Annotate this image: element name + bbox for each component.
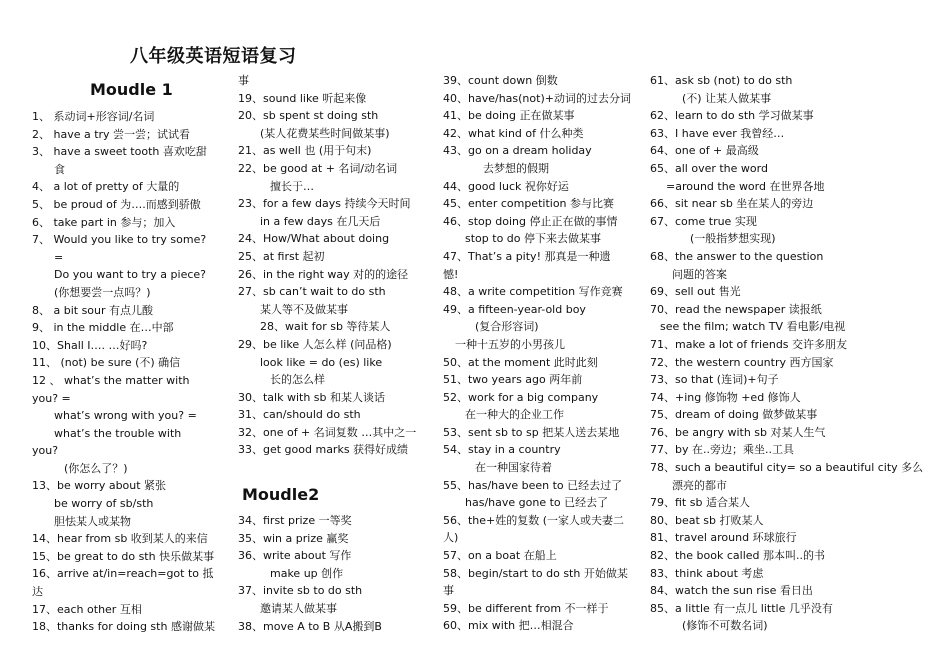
list-item: be worry of sb/sth bbox=[54, 497, 154, 511]
list-item: 4、 a lot of pretty of 大量的 bbox=[32, 180, 180, 194]
list-item: 9、 in the middle 在…中部 bbox=[32, 321, 174, 335]
column-3 bbox=[443, 72, 633, 635]
list-item: you? = bbox=[32, 391, 71, 405]
list-item: 30、talk with sb 和某人谈话 bbox=[238, 390, 386, 404]
list-item: 擅长于… bbox=[270, 179, 314, 193]
list-item: 14、hear from sb 收到某人的来信 bbox=[32, 532, 208, 546]
list-item: has/have gone to 已经去了 bbox=[465, 496, 609, 510]
column-1 bbox=[32, 108, 216, 636]
list-item: 63、I have ever 我曾经… bbox=[650, 126, 785, 140]
list-item: 18、thanks for doing sth 感谢做某 bbox=[32, 620, 215, 634]
list-item: 53、sent sb to sp 把某人送去某地 bbox=[443, 425, 620, 439]
list-item: 23、for a few days 持续今天时间 bbox=[238, 197, 411, 211]
list-item: 1、 系动词+形容词/名词 bbox=[32, 110, 155, 123]
list-item: 某人等不及做某事 bbox=[260, 302, 348, 316]
list-item: 22、be good at + 名词/动名词 bbox=[238, 161, 398, 175]
list-item: 62、learn to do sth 学习做某事 bbox=[650, 109, 814, 123]
list-item: 58、begin/start to do sth 开始做某 bbox=[443, 566, 628, 580]
list-item: 50、at the moment 此时此刻 bbox=[443, 355, 598, 369]
list-item: (某人花费某些时间做某事) bbox=[260, 126, 390, 140]
list-item: 憾! bbox=[443, 267, 459, 281]
list-item: 12 、 what’s the matter with bbox=[32, 373, 190, 387]
list-item: 7、 Would you like to try some? bbox=[32, 233, 207, 247]
list-item: (一般指梦想实现) bbox=[690, 232, 776, 246]
list-item: look like = do (es) like bbox=[260, 355, 383, 369]
list-item: 31、can/should do sth bbox=[238, 408, 361, 422]
list-item: 74、+ing 修饰物 +ed 修饰人 bbox=[650, 390, 801, 404]
list-item: 34、first prize 一等奖 bbox=[238, 514, 352, 527]
list-item: 长的怎么样 bbox=[270, 373, 325, 387]
list-item: 17、each other 互相 bbox=[32, 602, 142, 616]
list-item: 45、enter competition 参与比赛 bbox=[443, 197, 615, 211]
list-item: 64、one of + 最高级 bbox=[650, 144, 759, 158]
list-item: 61、ask sb (not) to do sth bbox=[650, 74, 793, 87]
page-title: 八年级英语短语复习 bbox=[130, 46, 297, 67]
list-item: 事 bbox=[443, 584, 454, 598]
list-item: what’s wrong with you? = bbox=[54, 409, 197, 423]
list-item: 5、 be proud of 为….而感到骄傲 bbox=[32, 197, 201, 211]
list-item: 71、make a lot of friends 交许多朋友 bbox=[650, 337, 848, 351]
list-item: 20、sb spent st doing sth bbox=[238, 109, 379, 123]
list-item: 40、have/has(not)+动词的过去分词 bbox=[443, 91, 631, 105]
list-item: 56、the+姓的复数 (一家人或夫妻二 bbox=[443, 513, 625, 527]
list-item: 32、one of + 名词复数 …其中之一 bbox=[238, 425, 417, 439]
list-item: 55、has/have been to 已经去过了 bbox=[443, 478, 623, 492]
list-item: 去梦想的假期 bbox=[483, 161, 549, 175]
list-item: 82、the book called 那本叫..的书 bbox=[650, 549, 825, 563]
list-item: = bbox=[54, 250, 64, 264]
list-item: 38、move A to B 从A搬到B bbox=[238, 619, 382, 633]
list-item: 在一种国家待着 bbox=[475, 461, 552, 475]
list-item: 24、How/What about doing bbox=[238, 232, 390, 246]
list-item: 胆怯某人或某物 bbox=[54, 514, 131, 528]
list-item: 13、be worry about 紧张 bbox=[32, 479, 167, 493]
list-item: Do you want to try a piece? bbox=[54, 268, 207, 282]
list-item: (修饰不可数名词) bbox=[682, 619, 768, 633]
list-item: 21、as well 也 (用于句末) bbox=[238, 144, 372, 158]
list-item: 邀请某人做某事 bbox=[260, 601, 337, 615]
list-item: 36、write about 写作 bbox=[238, 549, 352, 563]
list-item: stop to do 停下来去做某事 bbox=[465, 232, 602, 246]
list-item: 29、be like 人怎么样 (问品格) bbox=[238, 337, 392, 351]
list-item: 人) bbox=[443, 531, 459, 545]
list-item: 70、read the newspaper 读报纸 bbox=[650, 302, 822, 316]
list-item: see the film; watch TV 看电影/电视 bbox=[660, 320, 846, 334]
list-item: 72、the western country 西方国家 bbox=[650, 355, 834, 369]
list-item: 65、all over the word bbox=[650, 161, 768, 175]
list-item: 19、sound like 听起来像 bbox=[238, 91, 367, 105]
column-2-lower bbox=[238, 512, 430, 635]
list-item: 43、go on a dream holiday bbox=[443, 144, 592, 158]
list-item: 事 bbox=[238, 74, 249, 87]
list-item: 37、invite sb to do sth bbox=[238, 584, 363, 598]
list-item: 11、 (not) be sure (不) 确信 bbox=[32, 356, 181, 370]
list-item: 35、win a prize 赢奖 bbox=[238, 531, 349, 545]
list-item: 2、 have a try 尝一尝；试试看 bbox=[32, 127, 191, 141]
list-item: 3、 have a sweet tooth 喜欢吃甜 bbox=[32, 145, 207, 159]
list-item: 16、arrive at/in=reach=got to 抵 bbox=[32, 567, 214, 581]
list-item: 47、That’s a pity! 那真是一种遗 bbox=[443, 249, 611, 263]
list-item: 51、two years ago 两年前 bbox=[443, 373, 583, 387]
list-item: 83、think about 考虑 bbox=[650, 566, 764, 580]
list-item: 27、sb can’t wait to do sth bbox=[238, 285, 386, 299]
section-heading-module-2: Moudle2 bbox=[242, 485, 320, 504]
list-item: make up 创作 bbox=[270, 566, 344, 580]
list-item: 26、in the right way 对的的途径 bbox=[238, 267, 409, 281]
list-item: 49、a fifteen-year-old boy bbox=[443, 302, 586, 316]
list-item: in a few days 在几天后 bbox=[260, 214, 381, 228]
list-item: what’s the trouble with bbox=[54, 426, 182, 440]
list-item: 77、by 在..旁边；乘坐..工具 bbox=[650, 443, 794, 457]
list-item: (你想要尝一点吗？) bbox=[54, 285, 151, 299]
list-item: 84、watch the sun rise 看日出 bbox=[650, 584, 813, 598]
list-item: 75、dream of doing 做梦做某事 bbox=[650, 408, 818, 422]
list-item: you? bbox=[32, 444, 59, 458]
list-item: 60、mix with 把…相混合 bbox=[443, 619, 574, 633]
list-item: 85、a little 有一点儿 little 几乎没有 bbox=[650, 601, 833, 615]
list-item: 48、a write competition 写作竞赛 bbox=[443, 285, 623, 299]
list-item: 10、Shall I…. …好吗? bbox=[32, 338, 148, 352]
list-item: 57、on a boat 在船上 bbox=[443, 549, 557, 563]
list-item: 69、sell out 售光 bbox=[650, 285, 741, 299]
list-item: 8、 a bit sour 有点儿酸 bbox=[32, 303, 154, 317]
list-item: 41、be doing 正在做某事 bbox=[443, 109, 575, 123]
list-item: 67、come true 实现 bbox=[650, 214, 757, 228]
list-item: 食 bbox=[54, 162, 65, 176]
list-item: =around the word 在世界各地 bbox=[666, 179, 825, 193]
list-item: 25、at first 起初 bbox=[238, 249, 325, 263]
list-item: 54、stay in a country bbox=[443, 443, 561, 457]
list-item: 76、be angry with sb 对某人生气 bbox=[650, 425, 826, 439]
section-heading-module-1: Moudle 1 bbox=[90, 80, 173, 99]
list-item: 44、good luck 祝你好运 bbox=[443, 179, 569, 193]
column-2 bbox=[238, 72, 430, 459]
list-item: 33、get good marks 获得好成绩 bbox=[238, 443, 409, 457]
list-item: 漂亮的都市 bbox=[672, 478, 727, 492]
list-item: 52、work for a big company bbox=[443, 390, 599, 404]
list-item: 73、so that (连词)+句子 bbox=[650, 373, 779, 387]
list-item: (你怎么了？) bbox=[64, 461, 128, 475]
list-item: 78、such a beautiful city= so a beautiful city 多么 bbox=[650, 461, 924, 475]
list-item: 15、be great to do sth 快乐做某事 bbox=[32, 549, 215, 563]
list-item: 一种十五岁的小男孩儿 bbox=[455, 337, 565, 351]
list-item: 46、stop doing 停止正在做的事情 bbox=[443, 214, 618, 228]
list-item: 在一种大的企业工作 bbox=[465, 408, 564, 422]
column-4 bbox=[650, 72, 930, 635]
list-item: 42、what kind of 什么种类 bbox=[443, 126, 584, 140]
list-item: 79、fit sb 适合某人 bbox=[650, 496, 750, 510]
list-item: (复合形容词) bbox=[475, 320, 539, 334]
list-item: 达 bbox=[32, 585, 43, 599]
list-item: 39、count down 倒数 bbox=[443, 74, 558, 87]
list-item: 问题的答案 bbox=[672, 267, 727, 281]
list-item: 28、wait for sb 等待某人 bbox=[260, 320, 391, 334]
list-item: 80、beat sb 打败某人 bbox=[650, 513, 764, 527]
list-item: 59、be different from 不一样于 bbox=[443, 601, 609, 615]
list-item: 66、sit near sb 坐在某人的旁边 bbox=[650, 197, 814, 211]
list-item: 68、the answer to the question bbox=[650, 249, 824, 263]
list-item: 81、travel around 环球旅行 bbox=[650, 531, 797, 545]
list-item: 6、 take part in 参与；加入 bbox=[32, 215, 176, 229]
list-item: (不) 让某人做某事 bbox=[682, 91, 772, 105]
